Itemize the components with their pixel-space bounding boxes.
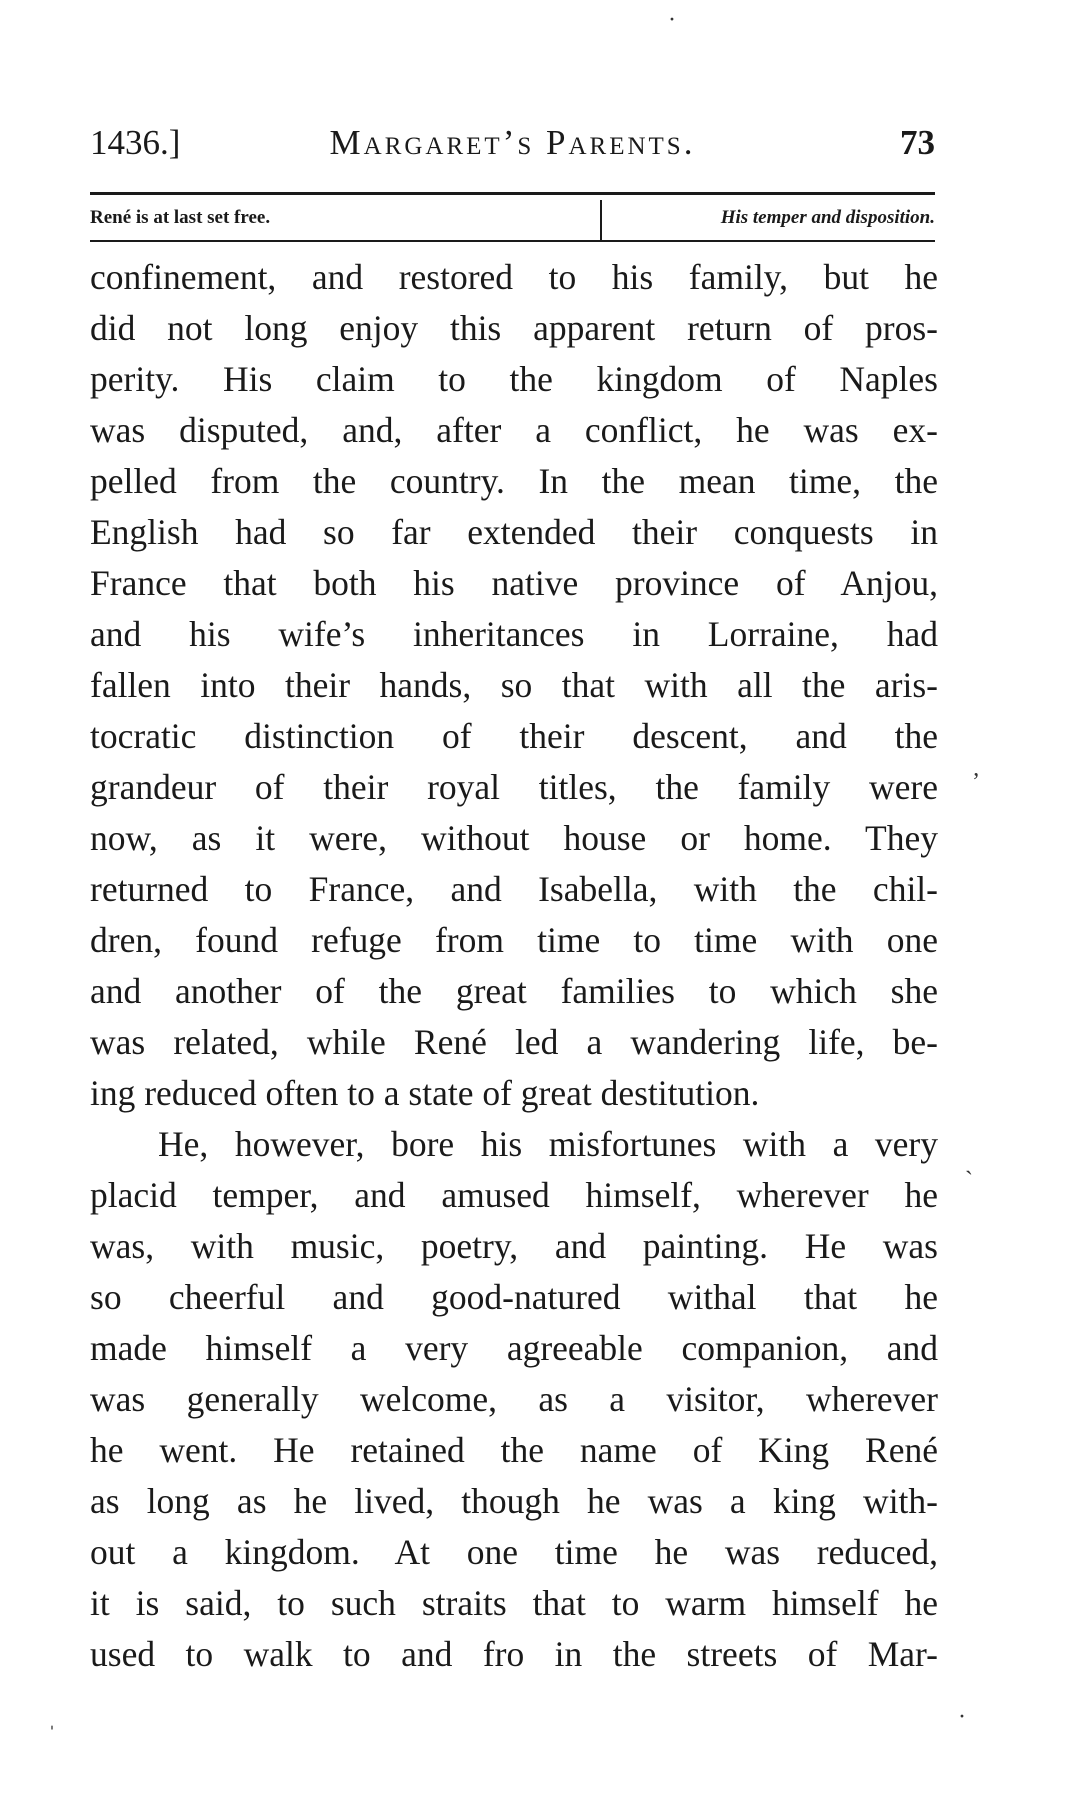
text-line: was, with music, poetry, and painting. He was — [90, 1226, 938, 1266]
text-line: dren, found refuge from time to time with one — [90, 920, 938, 960]
sidenote-right: His temper and disposition. — [720, 207, 935, 228]
text-line: placid temper, and amused himself, wherever he — [90, 1175, 938, 1215]
text-line: English had so far extended their conquests in — [90, 512, 938, 552]
print-speck: ˎ — [965, 1149, 973, 1175]
print-speck: · — [668, 7, 676, 33]
text-line: it is said, to such straits that to warm himself he — [90, 1583, 938, 1623]
header-title: Margaret’s Parents. — [329, 123, 696, 162]
text-line: did not long enjoy this apparent return of pros- — [90, 308, 938, 348]
text-line: was disputed, and, after a conflict, he was ex- — [90, 410, 938, 450]
sidenote-divider — [600, 200, 602, 240]
text-line: was related, while René led a wandering life, be- — [90, 1022, 938, 1062]
text-line: he went. He retained the name of King René — [90, 1430, 938, 1470]
text-line: now, as it were, without house or home. They — [90, 818, 938, 858]
text-line: so cheerful and good-natured withal that he — [90, 1277, 938, 1317]
text-line: grandeur of their royal titles, the family were — [90, 767, 938, 807]
text-line: fallen into their hands, so that with all the aris- — [90, 665, 938, 705]
text-line: He, however, bore his misfortunes with a very — [158, 1124, 938, 1164]
running-head — [90, 118, 935, 168]
text-line: tocratic distinction of their descent, and the — [90, 716, 938, 756]
text-line: and his wife’s inheritances in Lorraine, had — [90, 614, 938, 654]
body-text — [90, 252, 938, 1680]
sidenote-left: René is at last set free. — [90, 207, 271, 228]
sidenote-bar — [90, 198, 935, 238]
text-line: as long as he lived, though he was a king with- — [90, 1481, 938, 1521]
text-line: out a kingdom. At one time he was reduced, — [90, 1532, 938, 1572]
page-number: 73 — [900, 123, 935, 162]
print-speck: · — [958, 1704, 966, 1730]
text-line: returned to France, and Isabella, with the chil- — [90, 869, 938, 909]
text-line: confinement, and restored to his family, but he — [90, 257, 938, 297]
text-line: ing reduced often to a state of great destitution. — [90, 1073, 760, 1113]
header-rule-top — [90, 192, 935, 195]
text-line: and another of the great families to which she — [90, 971, 938, 1011]
header-rule-bottom — [90, 240, 935, 242]
text-line: perity. His claim to the kingdom of Naples — [90, 359, 938, 399]
print-speck: ˌ — [48, 1704, 56, 1730]
text-line: pelled from the country. In the mean time, the — [90, 461, 938, 501]
text-line: was generally welcome, as a visitor, wherever — [90, 1379, 938, 1419]
text-line: made himself a very agreeable companion, and — [90, 1328, 938, 1368]
text-line: used to walk to and fro in the streets of Mar- — [90, 1634, 938, 1674]
text-line: France that both his native province of Anjou, — [90, 563, 938, 603]
header-year: 1436.] — [90, 123, 181, 162]
print-speck: ʼ — [972, 769, 980, 795]
